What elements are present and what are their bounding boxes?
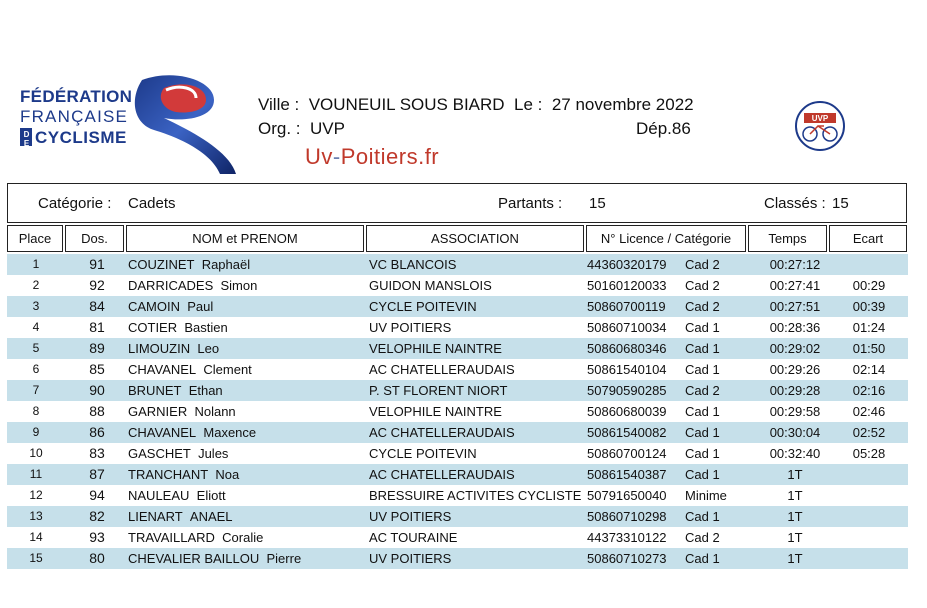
cell-categorie: Cad 2 <box>685 383 720 398</box>
ville-label: Ville : <box>258 95 300 114</box>
cell-temps: 1T <box>787 467 803 482</box>
col-dos: Dos. <box>65 225 124 252</box>
cell-ecart: 00:29 <box>852 278 886 293</box>
cell-ecart: 02:14 <box>852 362 886 377</box>
cell-prenom: Pierre <box>266 551 302 566</box>
cell-nom: GARNIER <box>128 404 188 419</box>
cell-temps: 1T <box>787 509 803 524</box>
cell-ecart: 02:16 <box>852 383 886 398</box>
ffc-prefix: DE <box>22 130 31 148</box>
department: Dép.86 <box>636 119 691 138</box>
cell-nom: TRAVAILLARD <box>128 530 215 545</box>
cell-licence: 50790590285 <box>587 383 667 398</box>
cell-dos: 92 <box>89 277 105 293</box>
cell-dos: 94 <box>89 487 105 503</box>
cell-place: 5 <box>32 341 40 355</box>
partants-label: Partants : <box>498 195 563 212</box>
cell-dos: 90 <box>89 382 105 398</box>
partants-value: 15 <box>589 195 606 212</box>
cell-association: UV POITIERS <box>369 551 452 566</box>
cell-temps: 00:27:12 <box>769 257 821 272</box>
cell-place: 13 <box>29 509 43 523</box>
cell-dos: 93 <box>89 529 105 545</box>
cell-place: 12 <box>29 488 43 502</box>
table-row <box>7 275 908 296</box>
cell-licence: 50860710273 <box>587 551 667 566</box>
cell-temps: 1T <box>787 551 803 566</box>
cell-nom: CHEVALIER BAILLOU <box>128 551 260 566</box>
cell-dos: 86 <box>89 424 105 440</box>
cell-place: 9 <box>32 425 40 439</box>
cell-nom-prenom <box>128 488 226 503</box>
table-row <box>7 317 908 338</box>
cell-temps: 00:27:41 <box>769 278 821 293</box>
cell-dos: 84 <box>89 298 105 314</box>
cell-nom-prenom <box>128 446 228 461</box>
cell-prenom: Simon <box>220 278 258 293</box>
cell-temps: 00:32:40 <box>769 446 821 461</box>
cell-temps: 00:29:02 <box>769 341 821 356</box>
cell-categorie: Cad 2 <box>685 299 720 314</box>
cell-association: VELOPHILE NAINTRE <box>369 341 502 356</box>
cell-nom: CHAVANEL <box>128 362 197 377</box>
cell-nom-prenom <box>128 320 228 335</box>
classes-value: 15 <box>832 195 849 212</box>
cell-place: 1 <box>32 257 40 271</box>
cell-temps: 00:29:28 <box>769 383 821 398</box>
org-label: Org. : <box>258 119 301 138</box>
date-value: 27 novembre 2022 <box>551 95 694 114</box>
col-temps: Temps <box>748 225 827 252</box>
cell-temps: 00:28:36 <box>769 320 821 335</box>
cell-nom-prenom <box>128 404 236 419</box>
cell-ecart: 01:24 <box>852 320 886 335</box>
cell-prenom: Leo <box>197 341 220 356</box>
cell-dos: 91 <box>89 256 105 272</box>
cell-nom: TRANCHANT <box>128 467 209 482</box>
cell-place: 15 <box>29 551 43 565</box>
cell-nom: COTIER <box>128 320 178 335</box>
cell-association: GUIDON MANSLOIS <box>369 278 492 293</box>
ffc-logo-text <box>20 88 132 146</box>
cell-place: 6 <box>32 362 40 376</box>
cell-licence: 50860710298 <box>587 509 667 524</box>
cell-ecart: 05:28 <box>852 446 886 461</box>
cell-prenom: Raphaël <box>201 257 251 272</box>
table-row <box>7 380 908 401</box>
cell-nom-prenom <box>128 509 233 524</box>
col-licence: N° Licence / Catégorie <box>586 225 746 252</box>
cell-categorie: Cad 2 <box>685 257 720 272</box>
cell-nom: CHAVANEL <box>128 425 197 440</box>
cell-prenom: Noa <box>215 467 240 482</box>
table-row <box>7 296 908 317</box>
cell-licence: 44360320179 <box>587 257 667 272</box>
cell-association: UV POITIERS <box>369 509 452 524</box>
cell-prenom: Ethan <box>188 383 223 398</box>
cell-dos: 80 <box>89 550 105 566</box>
org-value: UVP <box>309 119 345 138</box>
cell-temps: 00:29:58 <box>769 404 821 419</box>
cell-nom-prenom <box>128 467 239 482</box>
uvp-logo-text: UVP <box>811 114 829 123</box>
cell-prenom: Coralie <box>222 530 264 545</box>
site-dash: - <box>332 144 341 169</box>
ffc-line1: FÉDÉRATION <box>20 87 133 106</box>
cell-temps: 00:30:04 <box>769 425 821 440</box>
table-row <box>7 338 908 359</box>
category-summary <box>7 183 907 223</box>
cell-prenom: Maxence <box>203 425 257 440</box>
cell-categorie: Cad 1 <box>685 404 720 419</box>
cell-temps: 1T <box>787 488 803 503</box>
cell-nom: LIMOUZIN <box>128 341 191 356</box>
cell-place: 2 <box>32 278 40 292</box>
cell-temps: 1T <box>787 530 803 545</box>
cell-categorie: Cad 1 <box>685 362 720 377</box>
ffc-line3: CYCLISME <box>35 127 127 147</box>
cell-dos: 87 <box>89 466 105 482</box>
cell-association: AC CHATELLERAUDAIS <box>369 362 515 377</box>
category-value: Cadets <box>128 195 176 212</box>
cell-prenom: Bastien <box>184 320 228 335</box>
cell-nom-prenom <box>128 278 257 293</box>
cell-association: VC BLANCOIS <box>369 257 457 272</box>
cell-prenom: Paul <box>187 299 214 314</box>
cell-prenom: Jules <box>198 446 229 461</box>
cell-licence: 50860700119 <box>587 299 666 314</box>
table-row <box>7 254 908 275</box>
cell-temps: 00:27:51 <box>769 299 821 314</box>
cell-association: CYCLE POITEVIN <box>369 446 477 461</box>
table-row <box>7 422 908 443</box>
cell-nom: BRUNET <box>128 383 182 398</box>
cell-nom: NAULEAU <box>128 488 190 503</box>
cell-nom: COUZINET <box>128 257 195 272</box>
cell-categorie: Cad 1 <box>685 341 720 356</box>
date-label: Le : <box>514 95 543 114</box>
table-row <box>7 443 908 464</box>
cell-dos: 83 <box>89 445 105 461</box>
col-place: Place <box>7 225 63 252</box>
classes-label: Classés : <box>764 195 826 212</box>
cell-ecart: 00:39 <box>852 299 886 314</box>
ville-value: VOUNEUIL SOUS BIARD <box>308 95 505 114</box>
cell-association: P. ST FLORENT NIORT <box>369 383 508 398</box>
cell-categorie: Cad 1 <box>685 446 720 461</box>
cell-licence: 50860710034 <box>587 320 667 335</box>
cell-nom-prenom <box>128 299 213 314</box>
cell-licence: 50860680039 <box>587 404 667 419</box>
table-row <box>7 401 908 422</box>
cell-dos: 81 <box>89 319 105 335</box>
cell-nom-prenom <box>128 362 252 377</box>
cell-place: 10 <box>29 446 43 460</box>
col-ecart: Ecart <box>829 225 907 252</box>
cell-licence: 44373310122 <box>587 530 667 545</box>
cell-nom-prenom <box>128 383 223 398</box>
cell-ecart: 02:46 <box>852 404 886 419</box>
cell-place: 8 <box>32 404 40 418</box>
cell-association: BRESSUIRE ACTIVITES CYCLISTE <box>369 488 582 503</box>
cell-prenom: ANAEL <box>189 509 233 524</box>
cell-licence: 50860700124 <box>587 446 667 461</box>
cell-categorie: Cad 1 <box>685 467 720 482</box>
cell-nom-prenom <box>128 551 301 566</box>
uvp-club-logo <box>788 100 852 152</box>
cell-categorie: Cad 1 <box>685 509 720 524</box>
cell-dos: 89 <box>89 340 105 356</box>
col-nom: NOM et PRENOM <box>126 225 364 252</box>
cell-association: AC TOURAINE <box>369 530 458 545</box>
cell-licence: 50861540082 <box>587 425 667 440</box>
table-row <box>7 485 908 506</box>
cell-association: UV POITIERS <box>369 320 452 335</box>
cell-ecart: 02:52 <box>852 425 886 440</box>
cell-place: 3 <box>32 299 40 313</box>
cell-prenom: Eliott <box>196 488 226 503</box>
cell-nom-prenom <box>128 257 250 272</box>
cell-categorie: Minime <box>685 488 727 503</box>
cell-dos: 82 <box>89 508 105 524</box>
table-row <box>7 527 908 548</box>
cell-association: CYCLE POITEVIN <box>369 299 477 314</box>
cell-place: 7 <box>32 383 40 397</box>
table-row <box>7 548 908 569</box>
cell-categorie: Cad 1 <box>685 551 720 566</box>
ffc-line2: FRANÇAISE <box>20 107 129 126</box>
cell-nom-prenom <box>128 425 256 440</box>
cell-place: 11 <box>29 467 43 481</box>
cell-licence: 50860680346 <box>587 341 667 356</box>
cell-association: AC CHATELLERAUDAIS <box>369 467 515 482</box>
cell-prenom: Nolann <box>194 404 236 419</box>
cell-dos: 85 <box>89 361 105 377</box>
table-row <box>7 359 908 380</box>
cell-ecart: 01:50 <box>852 341 886 356</box>
table-row <box>7 464 908 485</box>
table-row <box>7 506 908 527</box>
cell-categorie: Cad 2 <box>685 278 720 293</box>
cell-nom-prenom <box>128 341 219 356</box>
cell-association: VELOPHILE NAINTRE <box>369 404 502 419</box>
cell-licence: 50160120033 <box>587 278 667 293</box>
event-location-date <box>258 95 694 115</box>
cell-place: 14 <box>29 530 43 544</box>
cell-prenom: Clement <box>203 362 252 377</box>
cell-temps: 00:29:26 <box>769 362 821 377</box>
cell-dos: 88 <box>89 403 105 419</box>
cell-categorie: Cad 2 <box>685 530 720 545</box>
cell-nom: LIENART <box>128 509 183 524</box>
cell-nom: GASCHET <box>128 446 191 461</box>
cell-place: 4 <box>32 320 40 334</box>
cell-categorie: Cad 1 <box>685 425 720 440</box>
cell-categorie: Cad 1 <box>685 320 720 335</box>
website-link[interactable] <box>305 144 439 170</box>
category-label: Catégorie : <box>38 195 112 212</box>
site-part1: Uv <box>305 144 333 169</box>
cell-nom: CAMOIN <box>128 299 180 314</box>
organizer <box>258 119 345 139</box>
cell-licence: 50861540104 <box>587 362 667 377</box>
cell-licence: 50861540387 <box>587 467 667 482</box>
site-part2: Poitiers.fr <box>340 144 440 169</box>
col-association: ASSOCIATION <box>366 225 584 252</box>
cell-licence: 50791650040 <box>587 488 667 503</box>
cell-nom: DARRICADES <box>128 278 214 293</box>
cell-association: AC CHATELLERAUDAIS <box>369 425 515 440</box>
cell-nom-prenom <box>128 530 263 545</box>
